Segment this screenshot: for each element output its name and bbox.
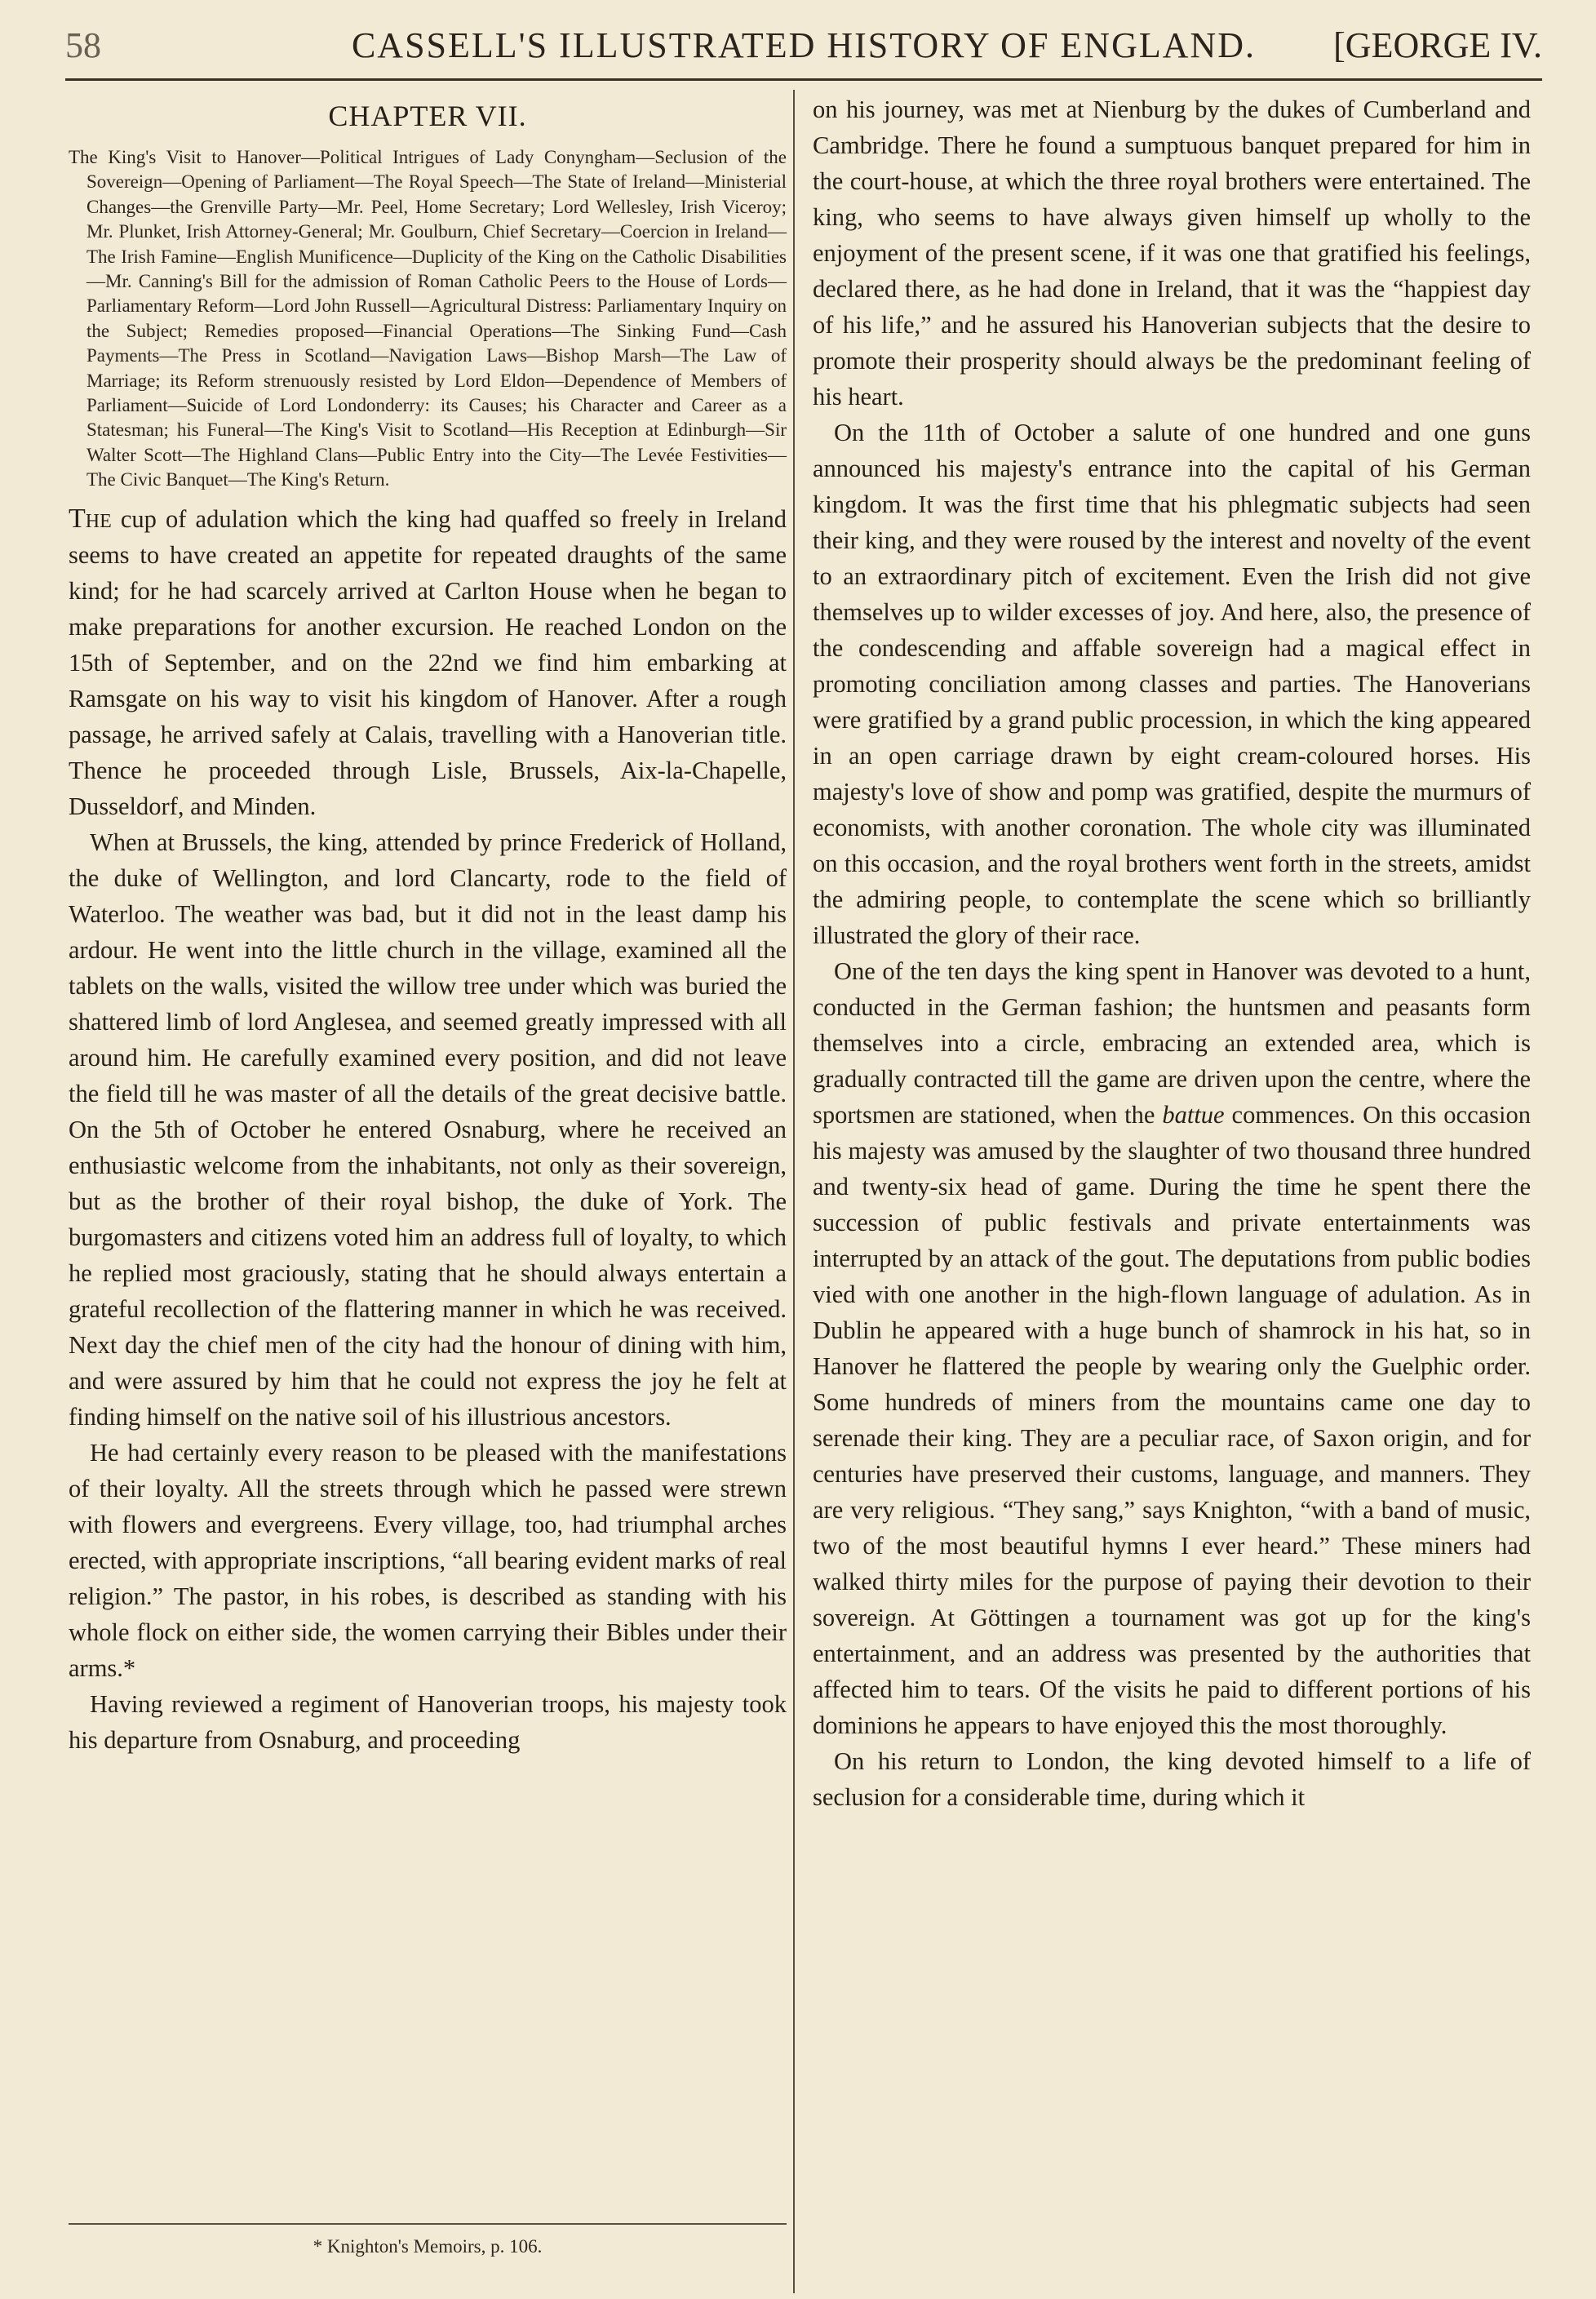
paragraph: Having reviewed a regiment of Hanoverian troops, his majesty took his departure from Osnaburg, and proceeding bbox=[69, 1689, 787, 1754]
running-header bbox=[65, 18, 1542, 77]
left-column bbox=[69, 91, 787, 1758]
column-divider bbox=[793, 90, 795, 2293]
paragraph-text: commences. On this occasion his majesty was amused by the slaughter of two thousand three hundred and twenty-six head of game. During the time he spent there the succession of public festivals and private entertainments was interrupted by an attack of the gout. The deputations from public bodies vied with one another in the high-flown language of adulation. As in Dublin he appeared with a huge bunch of shamrock in his hat, so in Hanover he flattered the people by wearing only the Guelphic order. Some hundreds of miners from the mountains came one day to serenade their king. They are a peculiar race, of Saxon origin, and for centuries have preserved their customs, language, and manners. They are very religious. “They sang,” says Knighton, “with a band of music, two of the most beautiful hymns I ever heard.” These miners had walked thirty miles for the purpose of paying their devotion to their sovereign. At Göttingen a tournament was got up for the king's entertainment, and an address was presented by the authorities that affected him to tears. Of the visits he paid to different portions of his dominions he appears to have enjoyed this the most thoroughly. bbox=[813, 1101, 1531, 1739]
paragraph-text: One of the ten days the king spent in Hanover was devoted to a hunt, conducted in the German fashion; the huntsmen and peasants form themselves into a circle, embracing an extended area, which is gradually contracted till the game are driven upon the centre, where the sportsmen are stationed, when the bbox=[813, 957, 1531, 1129]
paragraph: on his journey, was met at Nienburg by the dukes of Cumberland and Cambridge. There he found a sumptuous banquet prepared for him in the court-house, at which the three royal brothers were entertained. The king, who seems to have always given himself up wholly to the enjoyment of the present scene, if it was one that gratified his feelings, declared there, as he had done in Ireland, that it was the “happiest day of his life,” and he assured his Hanoverian subjects that the desire to promote their prosperity should always be the predominant feeling of his heart. bbox=[813, 95, 1531, 411]
right-column bbox=[813, 91, 1531, 1815]
paragraph bbox=[69, 501, 787, 824]
page-number: 58 bbox=[65, 25, 101, 65]
paragraph-text: cup of adulation which the king had quaffed so freely in Ireland seems to have created an appetite for repeated draughts of the same kind; for he had scarcely arrived at Carlton House when he began to make preparations for another excursion. He reached London on the 15th of September, and on the 22nd we find him embarking at Ramsgate on his way to visit his kingdom of Hanover. After a rough passage, he arrived safely at Calais, travelling with a Hanoverian title. Thence he proceeded through Lisle, Brussels, Aix-la-Chapelle, Dusseldorf, and Minden. bbox=[69, 504, 787, 820]
footnote-rule bbox=[69, 2223, 787, 2225]
running-title: CASSELL'S ILLUSTRATED HISTORY OF ENGLAND. bbox=[351, 25, 1257, 65]
paragraph: He had certainly every reason to be pleased with the manifestations of their loyalty. All the streets through which he passed were strewn with flowers and evergreens. Every village, too, had triumphal arches erected, with appropriate inscriptions, “all bearing evident marks of real religion.” The pastor, in his robes, is described as standing with his whole flock on either side, the women carrying their Bibles under their arms.* bbox=[69, 1438, 787, 1682]
paragraph bbox=[813, 953, 1531, 1743]
header-rule bbox=[65, 78, 1542, 81]
footnote: * Knighton's Memoirs, p. 106. bbox=[313, 2236, 543, 2257]
reign-label: [GEORGE IV. bbox=[1333, 25, 1542, 65]
drop-word: The bbox=[69, 503, 112, 534]
chapter-summary: The King's Visit to Hanover—Political Intrigues of Lady Conyngham—Seclusion of the Sovereign—Opening of Parliament—The Royal Speech—The State of Ireland—Ministerial Changes—the Grenville Party—Mr. Peel, Home Secretary; Lord Wellesley, Irish Viceroy; Mr. Plunket, Irish Attorney-General; Mr. Goulburn, Chief Secretary—Coercion in Ireland—The Irish Famine—English Munificence—Duplicity of the King on the Catholic Disabilities—Mr. Canning's Bill for the admission of Roman Catholic Peers to the House of Lords—Parliamentary Reform—Lord John Russell—Agricultural Distress: Parliamentary Inquiry on the Subject; Remedies proposed—Financial Operations—The Sinking Fund—Cash Payments—The Press in Scotland—Navigation Laws—Bishop Marsh—The Law of Marriage; its Reform strenuously resisted by Lord Eldon—Dependence of Members of Parliament—Suicide of Lord Londonderry: its Causes; his Character and Career as a Statesman; his Funeral—The King's Visit to Scotland—His Reception at Edinburgh—Sir Walter Scott—The Highland Clans—Public Entry into the City—The Levée Festivities—The Civic Banquet—The King's Return. bbox=[69, 147, 787, 490]
chapter-heading: CHAPTER VII. bbox=[328, 100, 527, 132]
italic-term: battue bbox=[1162, 1101, 1225, 1129]
paragraph: On his return to London, the king devoted himself to a life of seclusion for a considerable time, during which it bbox=[813, 1747, 1531, 1811]
paragraph: On the 11th of October a salute of one hundred and one guns announced his majesty's entrance into the capital of his German kingdom. It was the first time that his phlegmatic subjects had seen their king, and they were roused by the interest and novelty of the event to an extraordinary pitch of excitement. Even the Irish did not give themselves up to wilder excesses of joy. And here, also, the presence of the condescending and affable sovereign had a magical effect in promoting conciliation among classes and parties. The Hanoverians were gratified by a grand public procession, in which the king appeared in an open carriage drawn by eight cream-coloured horses. His majesty's love of show and pomp was gratified, despite the murmurs of economists, with another coronation. The whole city was illuminated on this occasion, and the royal brothers went forth in the streets, amidst the admiring people, to contemplate the scene which so brilliantly illustrated the glory of their race. bbox=[813, 419, 1531, 949]
paragraph: When at Brussels, the king, attended by prince Frederick of Holland, the duke of Wellington, and lord Clancarty, rode to the field of Waterloo. The weather was bad, but it did not in the least damp his ardour. He went into the little church in the village, examined all the tablets on the walls, visited the willow tree under which was buried the shattered limb of lord Anglesea, and seemed greatly impressed with all around him. He carefully examined every position, and did not leave the field till he was master of all the details of the great decisive battle. On the 5th of October he entered Osnaburg, where he received an enthusiastic welcome from the inhabitants, not only as their sovereign, but as the brother of their royal bishop, the duke of York. The burgomasters and citizens voted him an address full of loyalty, to which he replied most graciously, stating that he should always entertain a grateful recollection of the flattering manner in which he was received. Next day the chief men of the city had the honour of dining with him, and were assured by him that he could not express the joy he felt at finding himself on the native soil of his illustrious ancestors. bbox=[69, 828, 787, 1431]
